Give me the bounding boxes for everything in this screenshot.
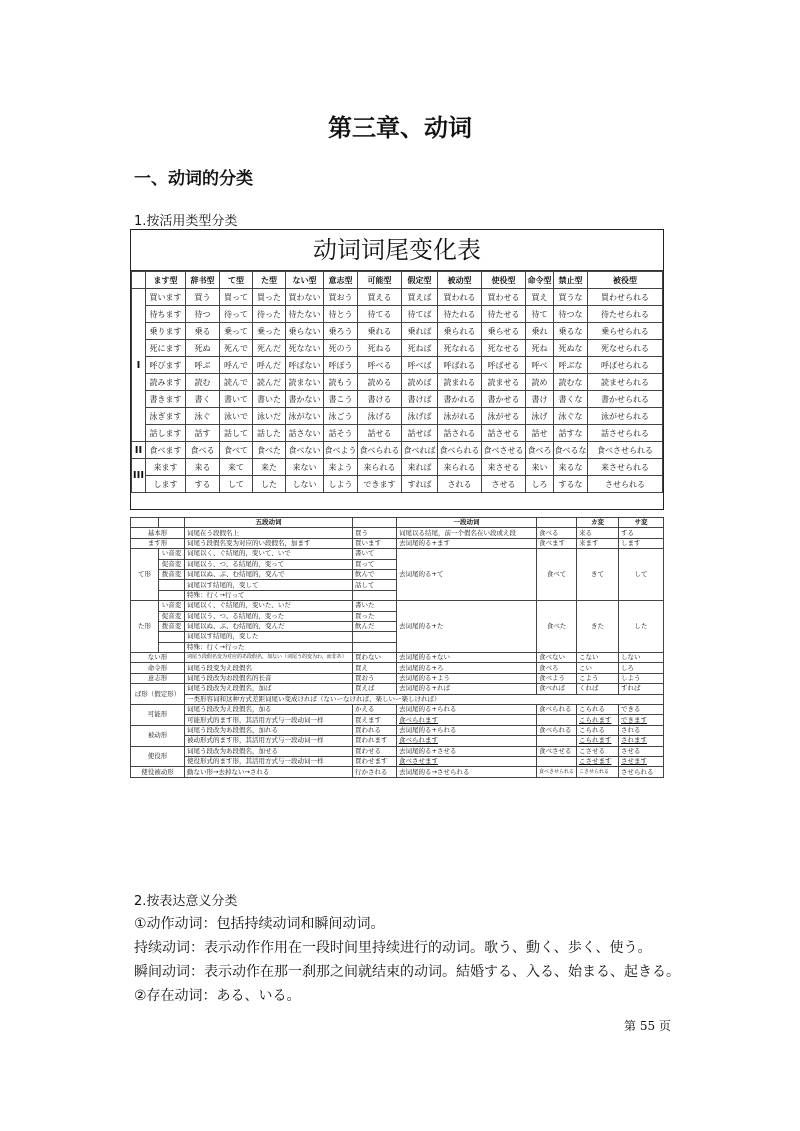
table-cell: 来れば <box>402 459 438 476</box>
table-row <box>132 425 663 442</box>
table-cell: 話される <box>438 425 482 442</box>
section-title: 一、动词的分类 <box>134 169 253 189</box>
table-row: 意志形 词尾う段改为お段假名的长音 買おう 去词尾的る+よう 食べよう こよう しよう <box>131 673 664 683</box>
table-row: 可能形式的ます形，其活用方式与一段动词一样 買えます 食べられます こられます できます <box>131 715 664 725</box>
table-cell: 買わない <box>286 289 324 306</box>
table-row: 特殊：行く→行って <box>131 590 664 600</box>
table-cell: 読めば <box>402 374 438 391</box>
table-cell: 乗った <box>253 323 286 340</box>
table-cell: 買える <box>358 289 402 306</box>
table-cell: 話させられる <box>588 425 663 442</box>
table-cell: 待てる <box>358 306 402 323</box>
header-sahen: サ変 <box>619 518 664 528</box>
table-cell: 食べた <box>253 442 286 459</box>
table-cell: 買うな <box>554 289 588 306</box>
table-cell: 待たれる <box>438 306 482 323</box>
table-cell: 来させる <box>482 459 526 476</box>
table-cell: 呼ぶ <box>186 357 220 374</box>
table-row: 被动形 词尾う段改为あ段假名，加れる 買われる 去词尾的る+られる 食べられる こられる される <box>131 725 664 735</box>
group-label: I <box>132 289 146 442</box>
subsection-title-1: 1.按活用类型分类 <box>134 214 238 229</box>
header-godan: 五段动词 <box>185 518 353 528</box>
table-row <box>132 442 663 459</box>
column-header: 可能型 <box>358 272 402 289</box>
table-cell: 呼ばせられる <box>588 357 663 374</box>
table-cell: 話して <box>220 425 253 442</box>
table-cell: 食べられる <box>358 442 402 459</box>
table-cell: 食べる <box>186 442 220 459</box>
table-cell: 食べるな <box>554 442 588 459</box>
table-cell: 話せる <box>358 425 402 442</box>
table-cell: 待つ <box>186 306 220 323</box>
table-cell: 食べられる <box>438 442 482 459</box>
column-header: た型 <box>253 272 286 289</box>
table-cell: 書かせる <box>482 391 526 408</box>
table-cell: 買わせられる <box>588 289 663 306</box>
table-cell: 食べれば <box>402 442 438 459</box>
table-row: 基本形 词尾在う段假名上 買う 词尾以る结尾，前一个假名在い段或え段 食べる 来る する <box>131 528 664 538</box>
table-row <box>132 289 663 306</box>
table-cell: 待った <box>253 306 286 323</box>
table-cell: 呼んだ <box>253 357 286 374</box>
table-cell: 死なせられる <box>588 340 663 357</box>
table-cell: 泳ぎます <box>146 408 186 425</box>
table-cell: 呼ぶな <box>554 357 588 374</box>
table-cell: される <box>438 476 482 493</box>
table-cell: 来るな <box>554 459 588 476</box>
table-cell: 食べよう <box>324 442 358 459</box>
table-cell: 呼べ <box>526 357 554 374</box>
table-row: 使役形式的ます形，其活用方式与一段动词一样 買わせます 食べさせます こさせます させます <box>131 756 664 766</box>
table-cell: する <box>186 476 220 493</box>
column-header: 辞书型 <box>186 272 220 289</box>
column-header: 假定型 <box>402 272 438 289</box>
table-cell: 泳がない <box>286 408 324 425</box>
column-header: 禁止型 <box>554 272 588 289</box>
table-title: 动词词尾变化表 <box>131 230 663 271</box>
table-cell: 乗らせられる <box>588 323 663 340</box>
table-cell: 泳げば <box>402 408 438 425</box>
column-header: 命令型 <box>526 272 554 289</box>
table-cell: して <box>220 476 253 493</box>
table-cell: できます <box>358 476 402 493</box>
conjugation-rules-table <box>130 517 664 778</box>
table-cell: 呼ばれる <box>438 357 482 374</box>
group-label: III <box>132 459 146 493</box>
table-row: ない形 词尾う段假名变为对应的あ段假名，加ない（词尾う的变为わ，而非あ） 買わない 去词尾的る+ない 食べない こない しない <box>131 653 664 663</box>
table-row <box>132 340 663 357</box>
table-cell: 書いた <box>253 391 286 408</box>
table-cell: 乗れば <box>402 323 438 340</box>
table-cell: 死んで <box>220 340 253 357</box>
table-cell: 乗らせる <box>482 323 526 340</box>
table-cell: させられる <box>588 476 663 493</box>
table-cell: 死ぬな <box>554 340 588 357</box>
table-cell: 食べて <box>220 442 253 459</box>
table-row <box>132 391 663 408</box>
table-cell: 呼べば <box>402 357 438 374</box>
table-cell: 食べない <box>286 442 324 459</box>
table-cell: 待たせられる <box>588 306 663 323</box>
table-cell: した <box>253 476 286 493</box>
table-cell: 泳ぐ <box>186 408 220 425</box>
table-cell: 泳がれる <box>438 408 482 425</box>
table-cell: 書けば <box>402 391 438 408</box>
table-row: 可能形 词尾う段改为え段假名，加る かえる 去词尾的る+られる 食べられる こられる できる <box>131 705 664 715</box>
table-cell: 読もう <box>324 374 358 391</box>
table-row: 词尾以す结尾的，变して 話して <box>131 580 664 590</box>
column-header: 被动型 <box>438 272 482 289</box>
column-header: 被役型 <box>588 272 663 289</box>
chapter-title: 第三章、动词 <box>328 114 472 142</box>
table-cell: 泳いで <box>220 408 253 425</box>
table-cell: 買えば <box>402 289 438 306</box>
table-cell: 来ます <box>146 459 186 476</box>
table-row: ば形（假定形） 词尾う段改为え段假名，加ば 買えば 去词尾的る+れば 食べれば くれば すれば <box>131 684 664 694</box>
table-cell: しろ <box>526 476 554 493</box>
table-row <box>132 408 663 425</box>
table-cell: 死んだ <box>253 340 286 357</box>
table-cell: 買え <box>526 289 554 306</box>
header-ichidan: 一段动词 <box>397 518 537 528</box>
verb-conjugation-table <box>130 229 664 510</box>
table-cell: 読まない <box>286 374 324 391</box>
table-cell: 書こう <box>324 391 358 408</box>
table-cell: 読ませられる <box>588 374 663 391</box>
table-cell: 書くな <box>554 391 588 408</box>
table-row <box>132 476 663 493</box>
table-cell: 待とう <box>324 306 358 323</box>
table-row: 促音変 词尾以う、つ、る结尾的，变って 買って <box>131 559 664 569</box>
table-cell: 死のう <box>324 340 358 357</box>
table-cell: 書かれる <box>438 391 482 408</box>
table-cell: 待ちます <box>146 306 186 323</box>
table-cell: 呼ばせる <box>482 357 526 374</box>
table-cell: 来させられる <box>588 459 663 476</box>
column-header: て型 <box>220 272 253 289</box>
table-cell: 買います <box>146 289 186 306</box>
table-row <box>132 459 663 476</box>
table-cell: 買おう <box>324 289 358 306</box>
table-cell: 買われる <box>438 289 482 306</box>
column-header: 使役型 <box>482 272 526 289</box>
table-row <box>132 357 663 374</box>
table-cell: 来られる <box>358 459 402 476</box>
table-cell: 乗ります <box>146 323 186 340</box>
table-cell: 呼びます <box>146 357 186 374</box>
column-header: ます型 <box>146 272 186 289</box>
table-cell: 書く <box>186 391 220 408</box>
table-cell: 乗って <box>220 323 253 340</box>
table-cell: 来る <box>186 459 220 476</box>
table-cell: 書ける <box>358 391 402 408</box>
table-row <box>132 374 663 391</box>
subsection-title-2: 2.按表达意义分类 <box>134 894 238 909</box>
table-cell: 呼んで <box>220 357 253 374</box>
table-row: 促音変 词尾以う、つ、る结尾的，变った 買った <box>131 611 664 621</box>
table-cell: 買わせる <box>482 289 526 306</box>
table-cell: 来い <box>526 459 554 476</box>
table-cell: 呼ばない <box>286 357 324 374</box>
table-cell: すれば <box>402 476 438 493</box>
table-row: た形 い音変 词尾以く、ぐ结尾的，变いた、いだ 書いた 去词尾的る+た 食べた きた した <box>131 601 664 611</box>
table-cell: 話す <box>186 425 220 442</box>
table-cell: 死ねば <box>402 340 438 357</box>
column-header: ない型 <box>286 272 324 289</box>
table-cell: 食べさせられる <box>588 442 663 459</box>
table-cell: 読んだ <box>253 374 286 391</box>
table-cell: 泳げる <box>358 408 402 425</box>
group-label: II <box>132 442 146 459</box>
table-cell: するな <box>554 476 588 493</box>
table-cell: 来ない <box>286 459 324 476</box>
table-cell: 死にます <box>146 340 186 357</box>
table-cell: 待たない <box>286 306 324 323</box>
table-row <box>132 323 663 340</box>
table-cell: 食べろ <box>526 442 554 459</box>
table-cell: 泳ぐな <box>554 408 588 425</box>
table-cell: 死ね <box>526 340 554 357</box>
table-cell: 書いて <box>220 391 253 408</box>
table-cell: 話すな <box>554 425 588 442</box>
table-row: て形 い音変 词尾以く、ぐ结尾的，变いて、いで 書いて 去词尾的る+て 食べて きて して <box>131 549 664 559</box>
table-cell: 書かせられる <box>588 391 663 408</box>
table-cell: 泳がせられる <box>588 408 663 425</box>
table-cell: 乗れ <box>526 323 554 340</box>
table-cell: 待たせる <box>482 306 526 323</box>
table-cell: 話した <box>253 425 286 442</box>
table-cell: 死ぬ <box>186 340 220 357</box>
table-cell: 死なれる <box>438 340 482 357</box>
table-cell: 買って <box>220 289 253 306</box>
table-cell: 読む <box>186 374 220 391</box>
table-row: ます形 词尾う段假名变为对应的い段假名，加ます 買います 去词尾的る+ます 食べます 来ます します <box>131 538 664 548</box>
table-cell: 読むな <box>554 374 588 391</box>
body-line: ②存在动词：ある、いる。 <box>134 988 301 1004</box>
table-row <box>132 306 663 323</box>
table-cell: 買った <box>253 289 286 306</box>
table-row: 一类形容词和这种方式差距词尾い变成ければ（ないーなければ、楽しいー楽しければ） <box>131 694 664 704</box>
table-cell: 乗られる <box>438 323 482 340</box>
table-cell: しよう <box>324 476 358 493</box>
table-cell: 話させる <box>482 425 526 442</box>
table-cell: 読め <box>526 374 554 391</box>
table-cell: 食べます <box>146 442 186 459</box>
table-row: 特殊：行く→行った <box>131 642 664 652</box>
table-cell: 食べさせる <box>482 442 526 459</box>
table-cell: 乗れる <box>358 323 402 340</box>
column-header: 意志型 <box>324 272 358 289</box>
table-cell: 死ねる <box>358 340 402 357</box>
table-row: 使役被动形 動ない形→去掉ない→される 行かされる 去词尾的る→させられる 食べさせられる こさせられる させられる <box>131 767 664 777</box>
table-row: 被动形式的ます形，其活用方式与一段动词一样 買われます 食べられます こられます されます <box>131 736 664 746</box>
table-cell: 待って <box>220 306 253 323</box>
table-cell: 乗ろう <box>324 323 358 340</box>
table-cell: 待つな <box>554 306 588 323</box>
table-cell: 死なない <box>286 340 324 357</box>
table-cell: 来られる <box>438 459 482 476</box>
table-cell: 待てば <box>402 306 438 323</box>
table-cell: 来た <box>253 459 286 476</box>
table-cell: 呼べる <box>358 357 402 374</box>
table-cell: 来よう <box>324 459 358 476</box>
body-line: ①动作动词：包括持续动词和瞬间动词。 <box>134 916 385 932</box>
table-cell: 書け <box>526 391 554 408</box>
table-cell: 買う <box>186 289 220 306</box>
table-cell: 泳がせる <box>482 408 526 425</box>
table-cell: 読まれる <box>438 374 482 391</box>
table-cell: 話せ <box>526 425 554 442</box>
table-row <box>131 518 664 528</box>
table-cell: 乗るな <box>554 323 588 340</box>
table-cell: 話せば <box>402 425 438 442</box>
table-cell: 話します <box>146 425 186 442</box>
table-row: 词尾以す结尾的，变した <box>131 632 664 642</box>
table-cell: します <box>146 476 186 493</box>
table-cell: 読ませる <box>482 374 526 391</box>
column-header <box>132 272 146 289</box>
table-row: 拨音変 词尾以ぬ、ぶ、む结尾的，变んだ 飲んだ <box>131 621 664 631</box>
table-cell: 待て <box>526 306 554 323</box>
table-cell: 泳げ <box>526 408 554 425</box>
table-cell: 呼ぼう <box>324 357 358 374</box>
table-cell: 話そう <box>324 425 358 442</box>
page-number: 第 55 页 <box>624 1019 671 1033</box>
table-cell: 来て <box>220 459 253 476</box>
table-cell: 書きます <box>146 391 186 408</box>
conjugation-grid <box>131 271 663 493</box>
table-row: 拨音変 词尾以ぬ、ぶ、む结尾的，变んで 飲んで <box>131 569 664 579</box>
table-row: 使役形 词尾う段改为あ段假名，加せる 買わせる 去词尾的る+させる 食べさせる こさせる させる <box>131 746 664 756</box>
table-header-row <box>132 272 663 289</box>
table-cell: 泳ごう <box>324 408 358 425</box>
rules-grid <box>130 517 664 778</box>
table-cell: させる <box>482 476 526 493</box>
table-cell: 話さない <box>286 425 324 442</box>
table-cell: 乗らない <box>286 323 324 340</box>
body-line: 持续动词：表示动作作用在一段时间里持续进行的动词。歌う、動く、歩く、使う。 <box>134 940 652 956</box>
table-cell: 読みます <box>146 374 186 391</box>
table-row: 命令形 词尾う段变为え段假名 買え 去词尾的る+ろ 食べろ こい しろ <box>131 663 664 673</box>
table-cell: 書かない <box>286 391 324 408</box>
header-kahen: カ変 <box>577 518 619 528</box>
table-cell: 死なせる <box>482 340 526 357</box>
table-cell: 読んで <box>220 374 253 391</box>
table-cell: 読める <box>358 374 402 391</box>
body-line: 瞬间动词：表示动作在那一刹那之间就结束的动词。結婚する、入る、始まる、起きる。 <box>134 964 680 980</box>
table-cell: 泳いだ <box>253 408 286 425</box>
table-cell: 乗る <box>186 323 220 340</box>
table-cell: しない <box>286 476 324 493</box>
